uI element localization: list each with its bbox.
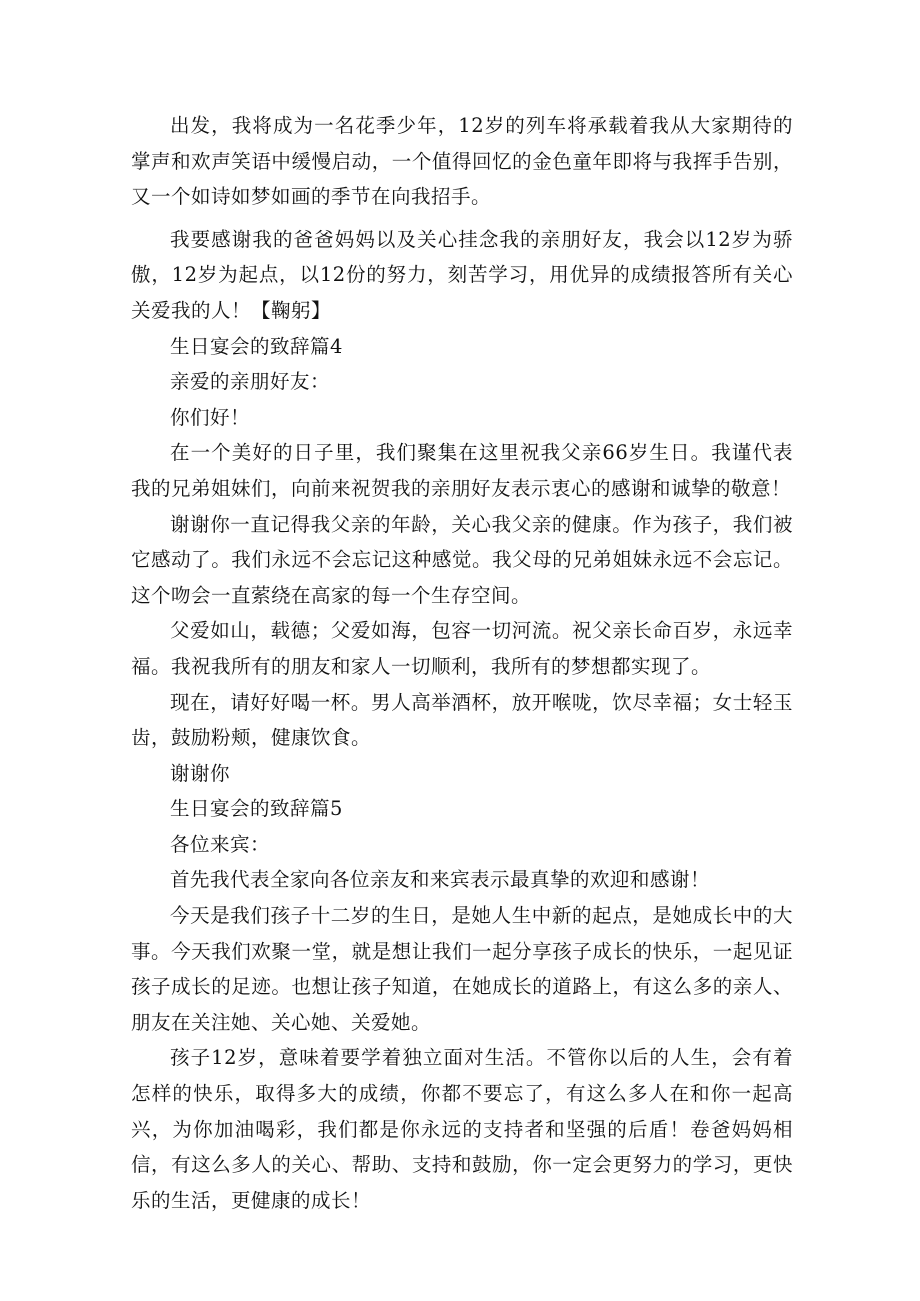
document-body <box>131 108 793 1218</box>
paragraph-remember-age: 谢谢你一直记得我父亲的年龄，关心我父亲的健康。作为孩子，我们被它感动了。我们永远不会忘记这种感觉。我父母的兄弟姐妹永远不会忘记。这个吻会一直萦绕在高家的每一个生存空间。 <box>131 512 793 607</box>
section-heading-4: 生日宴会的致辞篇4 <box>170 334 343 358</box>
paragraph-twelfth-birthday: 今天是我们孩子十二岁的生日，是她人生中新的起点，是她成长中的大事。今天我们欢聚一堂，就是想让我们一起分享孩子成长的快乐，一起见证孩子成长的足迹。也想让孩子知道，在她成长的道路上，有这么多的亲人、朋友在关注她、关心她、关爱她。 <box>131 904 793 1034</box>
paragraph-welcome: 首先我代表全家向各位亲友和来宾表示最真挚的欢迎和感谢！ <box>170 868 711 892</box>
salutation-guests: 各位来宾： <box>170 832 271 856</box>
paragraph-thanks-parents: 我要感谢我的爸爸妈妈以及关心挂念我的亲朋好友，我会以12岁为骄傲，12岁为起点，以12份的努力，刻苦学习，用优异的成绩报答所有关心关爱我的人！【鞠躬】 <box>131 227 793 322</box>
salutation-friends: 亲爱的亲朋好友： <box>170 370 331 394</box>
closing-thanks: 谢谢你 <box>170 761 231 785</box>
paragraph-independence: 孩子12岁，意味着要学着独立面对生活。不管你以后的人生，会有着怎样的快乐，取得多大的成绩，你都不要忘了，有这么多人在和你一起高兴，为你加油喝彩，我们都是你永远的支持者和坚强的后盾！卷爸妈妈相信，有这么多人的关心、帮助、支持和鼓励，你一定会更努力的学习，更快乐的生活，更健康的成长！ <box>131 1046 793 1212</box>
greeting: 你们好！ <box>170 405 251 429</box>
paragraph-fatherly-love: 父爱如山，载德；父爱如海，包容一切河流。祝父亲长命百岁，永远幸福。我祝我所有的朋友和家人一切顺利，我所有的梦想都实现了。 <box>131 619 793 678</box>
paragraph-gap <box>131 215 793 222</box>
paragraph-father-birthday: 在一个美好的日子里，我们聚集在这里祝我父亲66岁生日。我谨代表我的兄弟姐妹们，向前来祝贺我的亲朋好友表示衷心的感谢和诚挚的敬意！ <box>131 441 793 500</box>
paragraph-departure: 出发，我将成为一名花季少年，12岁的列车将承载着我从大家期待的掌声和欢声笑语中缓慢启动，一个值得回忆的金色童年即将与我挥手告别，又一个如诗如梦如画的季节在向我招手。 <box>131 114 793 209</box>
section-heading-5: 生日宴会的致辞篇5 <box>170 797 343 821</box>
paragraph-toast: 现在，请好好喝一杯。男人高举酒杯，放开喉咙，饮尽幸福；女士轻玉齿，鼓励粉颊，健康饮食。 <box>131 690 793 750</box>
